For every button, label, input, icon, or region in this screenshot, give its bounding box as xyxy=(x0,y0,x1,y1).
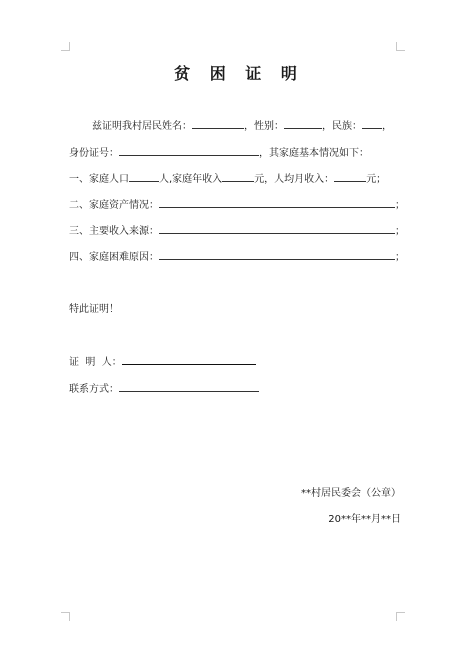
closing-statement: 特此证明！ xyxy=(69,304,119,315)
issuer-seal-text: **村居民委会（公章） xyxy=(301,488,401,499)
contact-line xyxy=(69,382,404,396)
item-household-line xyxy=(69,172,404,186)
item-hardship-line xyxy=(69,250,404,264)
hardship-blank[interactable] xyxy=(159,250,395,260)
item-2-end: ； xyxy=(395,200,405,211)
household-size-label: 一、家庭人口 xyxy=(69,174,129,185)
document-title: 贫 困 证 明 xyxy=(174,64,304,83)
id-number-blank[interactable] xyxy=(119,146,259,156)
item-income-source-line xyxy=(69,224,404,238)
item-3-end: ； xyxy=(395,226,405,237)
crop-mark-top-left xyxy=(61,42,70,51)
crop-mark-bottom-left xyxy=(61,612,70,621)
household-size-blank[interactable] xyxy=(129,172,159,182)
gender-blank[interactable] xyxy=(284,119,322,129)
intro-end: ， xyxy=(382,121,392,132)
assets-blank[interactable] xyxy=(159,198,395,208)
intro-name-label: 兹证明我村居民姓名： xyxy=(92,121,192,132)
issue-date: 20**年**月**日 xyxy=(328,514,401,525)
income-source-blank[interactable] xyxy=(159,224,395,234)
item-assets-line xyxy=(69,198,404,212)
contact-blank[interactable] xyxy=(119,382,259,392)
intro-line xyxy=(92,119,427,133)
signer-line xyxy=(69,355,404,369)
id-line-end: ，其家庭基本情况如下： xyxy=(259,148,369,159)
item-1-end: 元； xyxy=(366,174,387,185)
monthly-income-label: 元，人均月收入： xyxy=(254,174,335,185)
signer-label: 证 明 人： xyxy=(69,357,122,368)
crop-mark-bottom-right xyxy=(396,612,405,621)
name-blank[interactable] xyxy=(192,119,244,129)
item-4-end: ； xyxy=(395,252,405,263)
assets-label: 二、家庭资产情况： xyxy=(69,200,159,211)
id-label: 身份证号： xyxy=(69,148,119,159)
intro-gender-label: ，性别： xyxy=(244,121,284,132)
crop-mark-top-right xyxy=(396,42,405,51)
annual-income-label: 人,家庭年收入 xyxy=(159,174,223,185)
income-source-label: 三、主要收入来源： xyxy=(69,226,159,237)
signer-blank[interactable] xyxy=(122,355,256,365)
hardship-label: 四、家庭困难原因： xyxy=(69,252,159,263)
intro-ethnicity-label: ，民族： xyxy=(322,121,362,132)
monthly-income-blank[interactable] xyxy=(334,172,366,182)
id-line xyxy=(69,146,404,160)
ethnicity-blank[interactable] xyxy=(362,119,382,129)
contact-label: 联系方式： xyxy=(69,384,119,395)
annual-income-blank[interactable] xyxy=(222,172,254,182)
